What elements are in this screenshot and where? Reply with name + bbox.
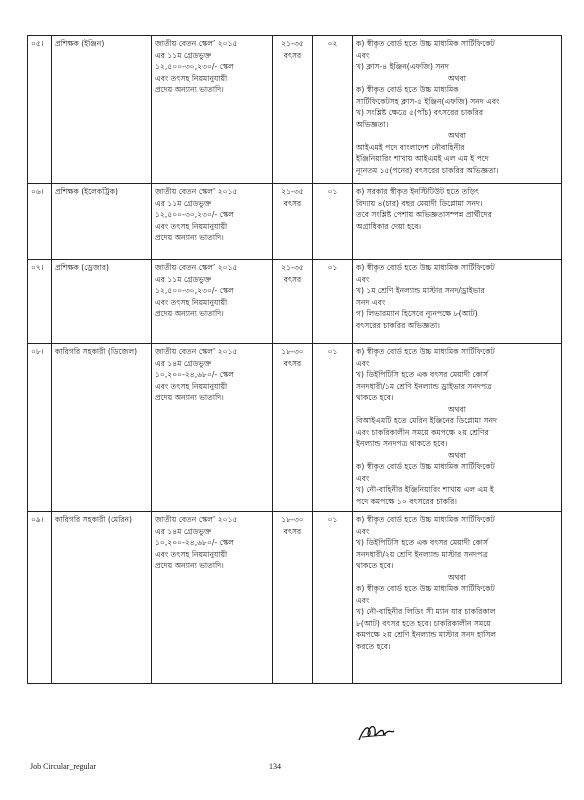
pay-scale-line: ১০,২০০-২৪,৬৮০/- স্কেল [155, 370, 234, 379]
age-limit-line: ১৮-৩০ [281, 515, 304, 524]
post-count: ০২ [313, 36, 353, 184]
pay-scale-line: এর ১৪ম গ্রেডভুক্ত [155, 358, 212, 368]
pay-scale-line: এবং তৎসহ নিয়মানুযায়ী [155, 73, 228, 83]
qualification-line: ক) স্বীকৃত বোর্ড হতে উচ্চ মাধ্যমিক সার্টিফিকেট [356, 515, 495, 524]
qualification-line: ৮(আট) বৎসর হতে হবে। চাকরিকালীন সময়ে [356, 618, 491, 628]
qualification-or: অথবা [448, 450, 466, 460]
pay-scale-line: প্রদেয় অন্যান্য ভাতাদি। [155, 561, 224, 570]
qualification-line: খ) ডিইপিটিসি হতে এক বৎসর মেয়াদী কোর্স [356, 538, 489, 547]
pay-scale-line: ১০,২০০-২৪,৬৮০/- স্কেল [155, 538, 234, 547]
footer-doc-name: Job Circular_regular [30, 762, 96, 771]
age-limit-line: ২১-৩৫ [281, 187, 304, 196]
qualification [353, 36, 562, 184]
qualification-line: এবং [356, 274, 370, 284]
qualification [353, 512, 562, 684]
qualification-line: ক) স্বীকৃত বোর্ড হতে উচ্চ মাধ্যমিক সার্টিফিকেট [356, 347, 495, 356]
qualification-line: অগ্রাধিকার দেয়া হবে। [356, 221, 422, 231]
pay-scale-line: এবং তৎসহ নিয়মানুযায়ী [155, 221, 228, 231]
age-limit [273, 512, 313, 684]
pay-scale-line: প্রদেয় অন্যান্য ভাতাদি। [155, 393, 224, 402]
qualification-line: থাকতে হবে। [356, 561, 394, 570]
pay-scale-line: এবং তৎসহ নিয়মানুযায়ী [155, 549, 228, 559]
serial-number: ০৭। [28, 260, 52, 344]
table-row [28, 36, 562, 184]
post-name: প্রশিক্ষক (ইঞ্জিন) [52, 36, 152, 184]
pay-scale-line: এবং তৎসহ নিয়মানুযায়ী [155, 381, 228, 391]
qualification-line: বিআইএমটি হতে মেরিন ইঞ্জিনের ডিপ্লোমা সনদ [356, 416, 498, 425]
qualification-line: থাকতে হবে। [356, 393, 394, 402]
pay-scale-line: ১২,৫০০-৩০,২৩০/- স্কেল [155, 62, 234, 71]
pay-scale-line: এর ১১ম গ্রেডভুক্ত [155, 50, 212, 60]
pay-scale-line: জাতীয় বেতন স্কেল’ ২০১৫ [155, 515, 238, 524]
pay-scale-line: জাতীয় বেতন স্কেল’ ২০১৫ [155, 263, 238, 272]
qualification-line: ক) স্বীকৃত বোর্ড হতে উচ্চ মাধ্যমিক সার্টিফিকেট [356, 584, 495, 593]
post-name: প্রশিক্ষক (ইলেকট্রিক) [52, 184, 152, 260]
qualification-line: এবং [356, 526, 370, 536]
serial-number: ০৮। [28, 344, 52, 512]
age-limit-line: বৎসর [283, 274, 302, 284]
pay-scale-line: এর ১৪ম গ্রেডভুক্ত [155, 526, 212, 536]
table-row [28, 512, 562, 684]
qualification-line: খ) নৌ-বাহিনীর লিডিং সী ম্যান যার চাকরিকাল [356, 607, 496, 616]
job-circular-table [27, 35, 562, 684]
qualification-line: ক) সরকার স্বীকৃত ইনস্টিটিউট হতে তড়িৎ [356, 187, 480, 196]
post-count: ০১ [313, 344, 353, 512]
pay-scale-line: জাতীয় বেতন স্কেল’ ২০১৫ [155, 187, 238, 196]
age-limit-line: ২১-৩৫ [281, 263, 304, 272]
age-limit-line: ১৮-৩০ [281, 347, 304, 356]
footer-page-number: 134 [269, 762, 281, 771]
post-count: ০১ [313, 184, 353, 260]
age-limit [273, 260, 313, 344]
qualification-line: খ) ১ম শ্রেণি ইনল্যান্ড মাস্টার সনদ/ড্রাইভার [356, 286, 485, 295]
qualification-line: বিদ্যায় ৪(চার) বছর মেয়াদী ডিপ্লোমা সনদ। [356, 198, 483, 208]
serial-number: ০৫। [28, 36, 52, 184]
pay-scale [152, 512, 273, 684]
qualification-or: অথবা [448, 572, 466, 582]
qualification-line: এবং [356, 358, 370, 368]
pay-scale-line: প্রদেয় অন্যান্য ভাতাদি। [155, 233, 224, 242]
table-row [28, 260, 562, 344]
qualification-line: সনদধারী/১ম শ্রেণি ইনল্যান্ড ড্রাইভার সনদপত্র [356, 381, 492, 391]
signature-icon [356, 722, 396, 744]
qualification-line: অভিজ্ঞতা। [356, 119, 389, 129]
qualification-line: এবং [356, 50, 370, 60]
qualification [353, 344, 562, 512]
qualification-line: ইনল্যান্ড সনদপত্র থাকতে হবে। [356, 439, 448, 448]
qualification-line: বৎসরের চাকরির অভিজ্ঞতা। [356, 320, 440, 330]
qualification-line: তবে সংশ্লিষ্ট পেশায় অভিজ্ঞতাসম্পন্ন প্রার্থীদের [356, 210, 492, 219]
qualification-line: ক) স্বীকৃত বোর্ড হতে উচ্চ মাধ্যমিক সার্টিফিকেট [356, 462, 495, 471]
qualification-line: খ) সংশ্লিষ্ট ক্ষেত্রে ৫(পাঁচ) বৎসরের চাকরির [356, 108, 484, 117]
qualification-or: অথবা [448, 404, 466, 414]
pay-scale-line: জাতীয় বেতন স্কেল’ ২০১৫ [155, 347, 238, 356]
age-limit-line: বৎসর [283, 198, 302, 208]
serial-number: ০৯। [28, 512, 52, 684]
qualification-line: ইঞ্জিনিয়ারিং শাখায় আইএমই এল এম ই পদে [356, 154, 489, 163]
age-limit [273, 184, 313, 260]
qualification-line: ন্যূনতম ১৫(পনের) বৎসরের চাকরির অভিজ্ঞতা। [356, 165, 499, 175]
qualification-line: সনদ এবং [356, 297, 386, 307]
post-name: কারিগরি সহকারী (মেরিন) [52, 512, 152, 684]
qualification-line: পদে কমপক্ষে ১০ বৎসরের চাকরি। [356, 496, 457, 506]
table-row [28, 184, 562, 260]
qualification-line: খ) ক্লাস-৪ ইঞ্জিন(এফজি) সনদ [356, 62, 449, 71]
post-name: কারিগরি সহকারী (ডিজেল) [52, 344, 152, 512]
pay-scale-line: ১২,৫০০-৩০,২৩০/- স্কেল [155, 286, 234, 295]
pay-scale [152, 36, 273, 184]
table-row [28, 344, 562, 512]
pay-scale-line: প্রদেয় অন্যান্য ভাতাদি। [155, 309, 224, 318]
post-count: ০১ [313, 260, 353, 344]
pay-scale-line: এর ১১ম গ্রেডভুক্ত [155, 198, 212, 208]
age-limit-line: বৎসর [283, 50, 302, 60]
pay-scale-line: জাতীয় বেতন স্কেল’ ২০১৫ [155, 39, 238, 48]
qualification-line: ক) স্বীকৃত বোর্ড হতে উচ্চ মাধ্যমিক সার্টিফিকেট [356, 263, 495, 272]
pay-scale-line: প্রদেয় অন্যান্য ভাতাদি। [155, 85, 224, 94]
qualification [353, 260, 562, 344]
pay-scale-line: এবং তৎসহ নিয়মানুযায়ী [155, 297, 228, 307]
pay-scale [152, 344, 273, 512]
qualification-line: ক) স্বীকৃত বোর্ড হতে উচ্চ মাধ্যমিক [356, 85, 459, 94]
qualification-line: সার্টিফিকেটসহ ক্লাস-৫ ইঞ্জিন(এফজি) সনদ এবং [356, 96, 500, 106]
qualification-or: অথবা [448, 73, 466, 83]
qualification-line: এবং [356, 473, 370, 483]
qualification-or: অথবা [448, 131, 466, 140]
age-limit-line: বৎসর [283, 358, 302, 368]
qualification-line: এবং [356, 595, 370, 605]
age-limit [273, 36, 313, 184]
qualification-line: সনদধারী/২য় শ্রেণি ইনল্যান্ড মাস্টার সনদপত্র [356, 549, 488, 559]
age-limit [273, 344, 313, 512]
age-limit-line: ২১-৩৫ [281, 39, 304, 48]
post-count: ০১ [313, 512, 353, 684]
pay-scale [152, 260, 273, 344]
age-limit-line: বৎসর [283, 526, 302, 536]
pay-scale-line: ১২,৫০০-৩০,২৩০/- স্কেল [155, 210, 234, 219]
pay-scale-line: এর ১১ম গ্রেডভুক্ত [155, 274, 212, 284]
qualification-line: ক) স্বীকৃত বোর্ড হতে উচ্চ মাধ্যমিক সার্টিফিকেট [356, 39, 495, 48]
pay-scale [152, 184, 273, 260]
qualification [353, 184, 562, 260]
post-name: প্রশিক্ষক (ড্রেজার) [52, 260, 152, 344]
qualification-line: খ) ডিইপিটিসি হতে এক বৎসর মেয়াদী কোর্স [356, 370, 489, 379]
qualification-line: এবং চাকরিকালীন সময়ে কমপক্ষে ২য় শ্রেণির [356, 427, 489, 437]
qualification-line: খ) নৌ-বাহিনীর ইঞ্জিনিয়ারিং শাখায় এল এম ই [356, 485, 494, 494]
table-body [28, 36, 562, 684]
qualification-line: গ) লিভারম্যান হিসেবে ন্যূনপক্ষে ৮(আট) [356, 309, 478, 318]
qualification-line: করতে হবে। [356, 641, 391, 651]
qualification-line: আইএমই পদে বাংলাদেশ নৌবাহিনীর [356, 142, 465, 152]
serial-number: ০৬। [28, 184, 52, 260]
qualification-line: কমপক্ষে ২য় শ্রেণি ইনল্যান্ড মাস্টার সনদ হাসিল [356, 630, 497, 639]
